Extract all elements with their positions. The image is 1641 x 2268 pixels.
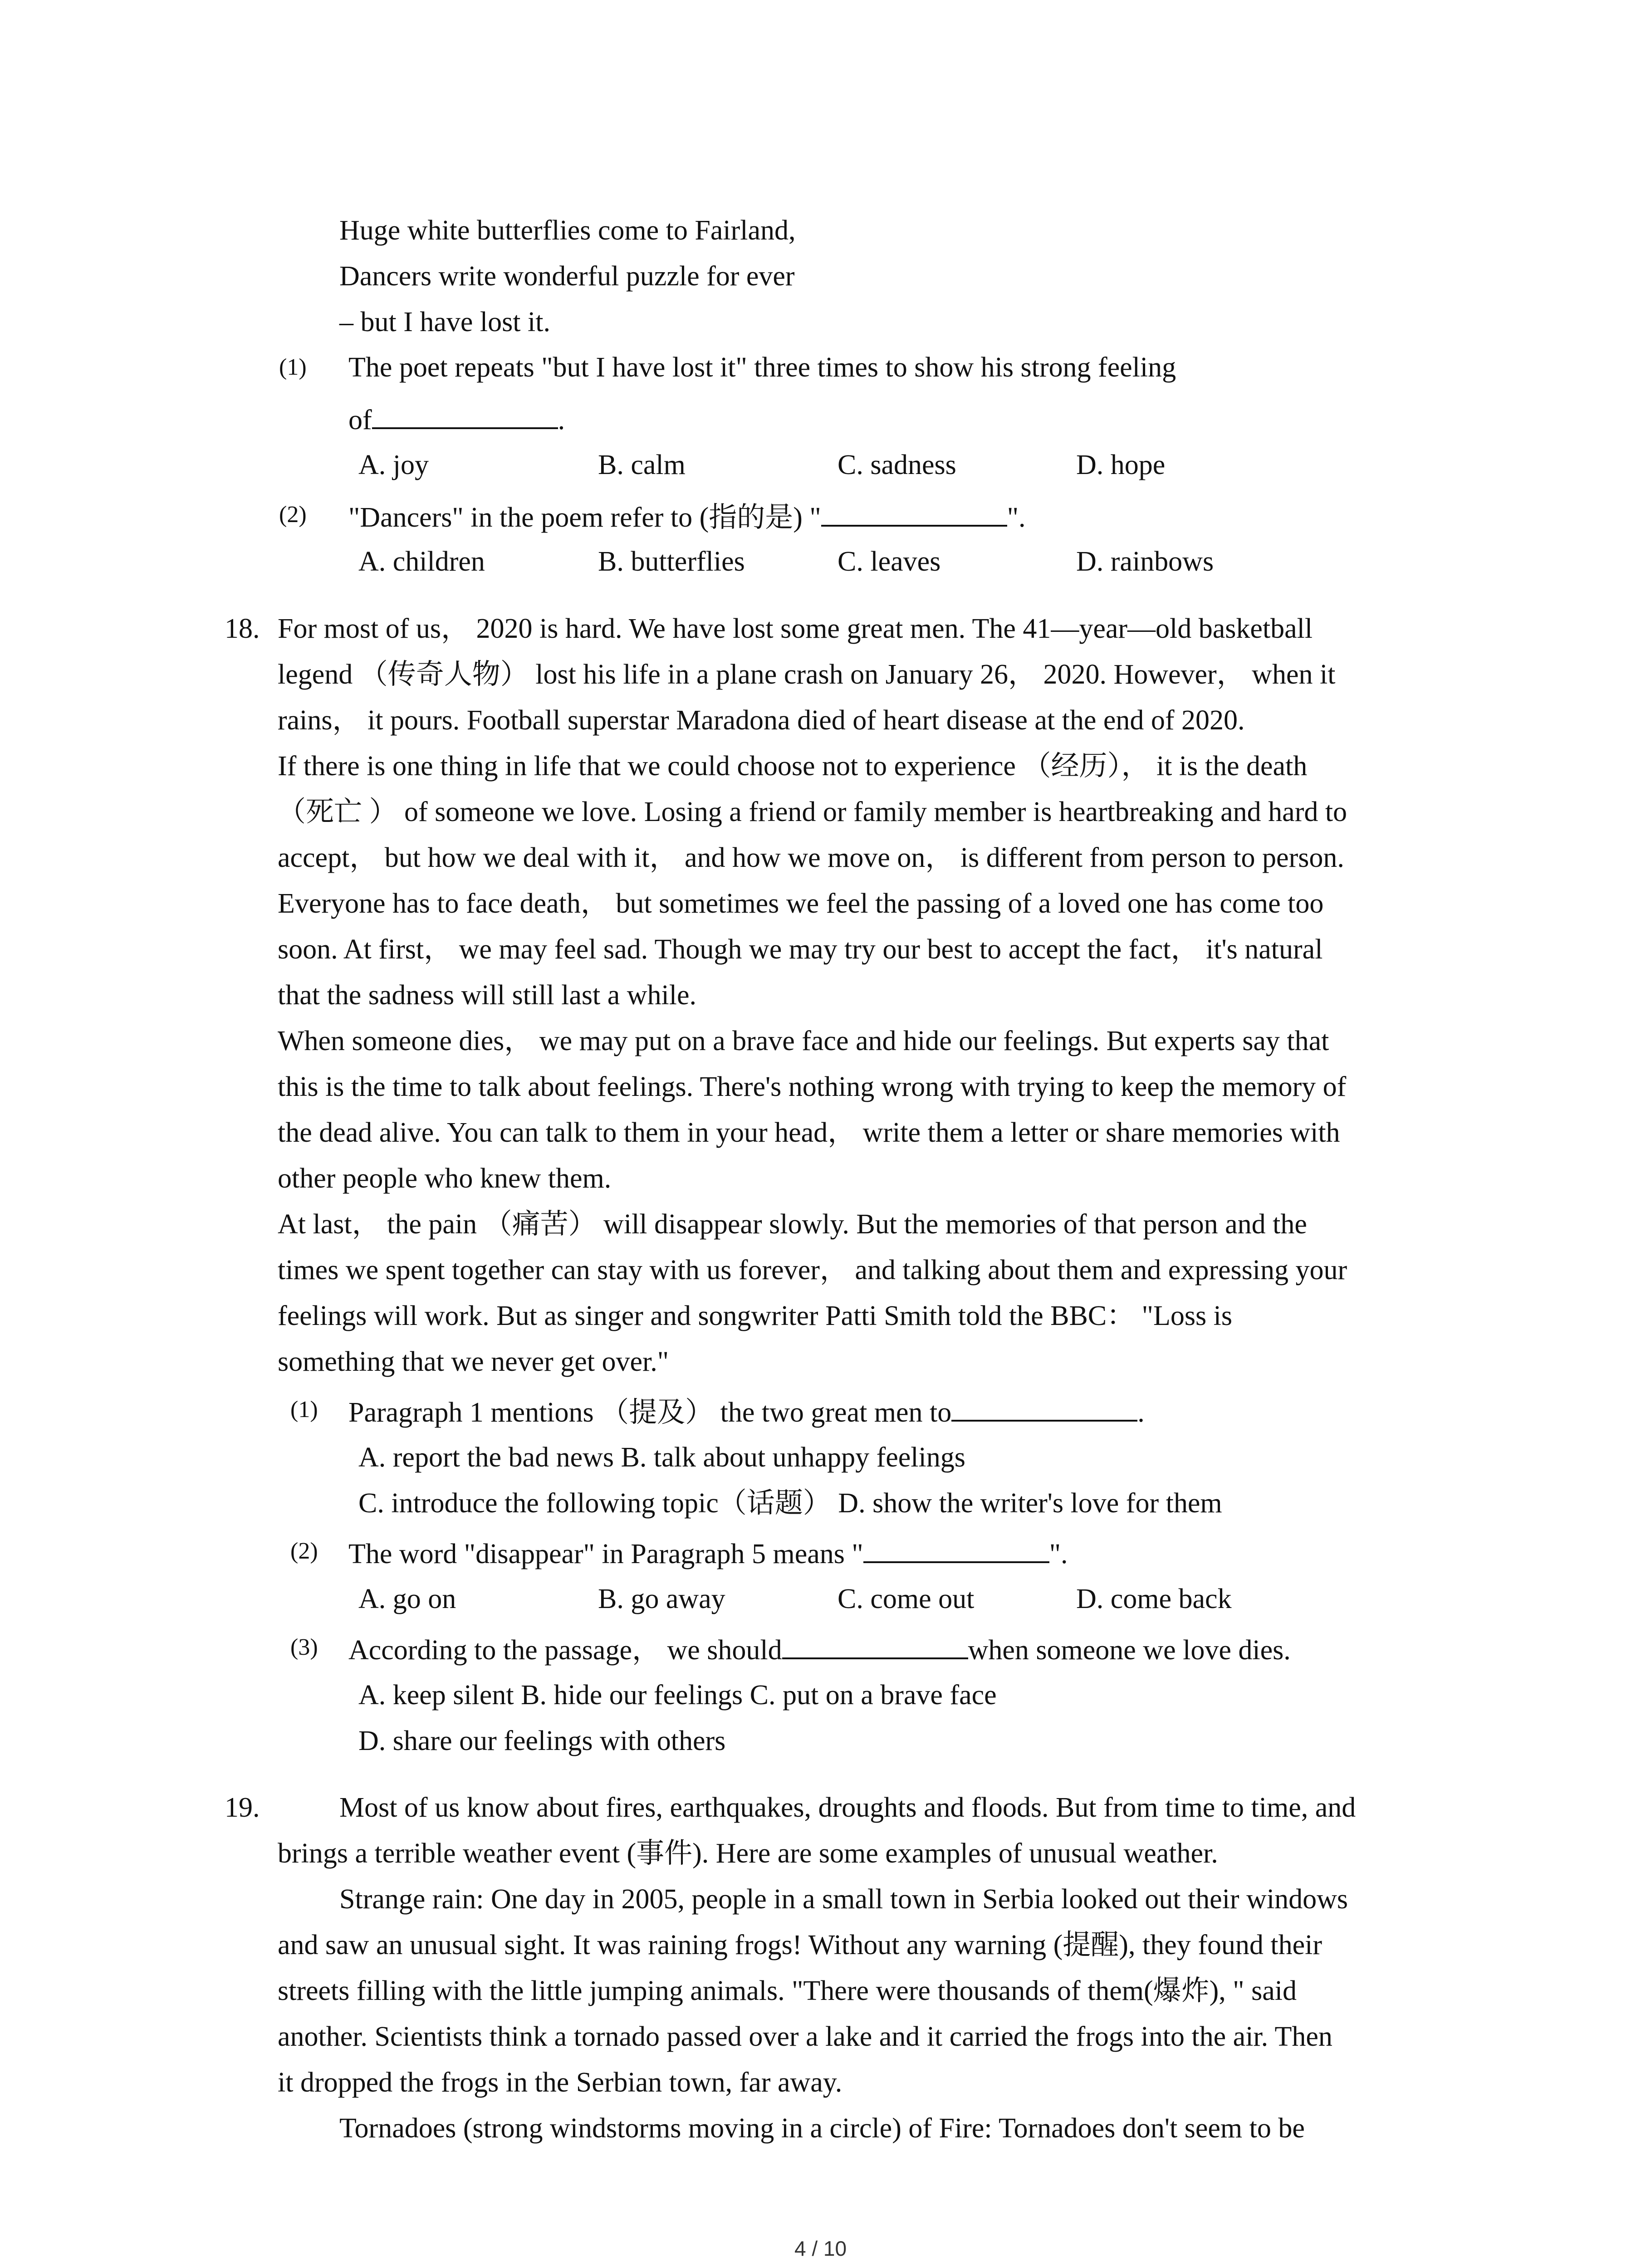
- q18-sub3-end: when someone we love dies.: [968, 1635, 1291, 1666]
- q17-sub1-period: .: [558, 405, 565, 435]
- q19-line: Tornadoes (strong windstorms moving in a circle) of Fire: Tornadoes don't seem to be: [339, 2113, 1305, 2144]
- q18-line: （死亡 ） of someone we love. Losing a friend or family member is heartbreaking and hard to: [278, 797, 1347, 827]
- q17-sub2-option-d[interactable]: D. rainbows: [1076, 546, 1214, 577]
- q18-sub2-option-b[interactable]: B. go away: [598, 1584, 725, 1614]
- poem-line-1: Huge white butterflies come to Fairland,: [339, 215, 796, 246]
- q18-sub2-question: [348, 1535, 1068, 1572]
- q18-line: If there is one thing in life that we could choose not to experience （经历）， it is the death: [278, 751, 1308, 782]
- q19-number: 19.: [225, 1792, 260, 1823]
- q18-sub3-options-line1[interactable]: A. keep silent B. hide our feelings C. put on a brave face: [358, 1680, 997, 1711]
- q18-line: feelings will work. But as singer and songwriter Patti Smith told the BBC： "Loss is: [278, 1300, 1232, 1331]
- q18-line: the dead alive. You can talk to them in your head， write them a letter or share memories with: [278, 1117, 1340, 1148]
- q18-line: something that we never get over.": [278, 1346, 669, 1377]
- answer-blank[interactable]: [782, 1631, 968, 1659]
- q17-sub1-number: (1): [279, 354, 307, 380]
- q18-sub1-options-line1[interactable]: A. report the bad news B. talk about unhappy feelings: [358, 1442, 965, 1473]
- q18-number: 18.: [225, 613, 260, 644]
- q18-sub2-option-d[interactable]: D. come back: [1076, 1584, 1232, 1614]
- q19-line: brings a terrible weather event (事件). Here are some examples of unusual weather.: [278, 1838, 1218, 1869]
- q18-line: For most of us， 2020 is hard. We have lost some great men. The 41—year—old basketball: [278, 613, 1313, 644]
- q18-line: times we spent together can stay with us forever， and talking about them and expressing your: [278, 1255, 1347, 1286]
- q18-line: that the sadness will still last a while.: [278, 980, 696, 1011]
- q18-line: rains， it pours. Football superstar Maradona died of heart disease at the end of 2020.: [278, 705, 1245, 736]
- q18-sub3-question: [348, 1631, 1291, 1668]
- q17-sub1-option-b[interactable]: B. calm: [598, 450, 686, 480]
- q17-sub2-option-b[interactable]: B. butterflies: [598, 546, 745, 577]
- q17-sub1-of: of: [348, 405, 372, 435]
- answer-blank[interactable]: [821, 499, 1007, 527]
- q18-sub2-option-c[interactable]: C. come out: [838, 1584, 975, 1614]
- q18-line: other people who knew them.: [278, 1163, 612, 1194]
- answer-blank[interactable]: [951, 1393, 1137, 1422]
- q18-sub3-text: According to the passage， we should: [348, 1635, 782, 1666]
- q17-sub2-text: "Dancers" in the poem refer to (指的是) ": [348, 502, 821, 533]
- q19-line: Most of us know about fires, earthquakes, droughts and floods. But from time to time, and: [339, 1792, 1356, 1823]
- q18-sub1-question: [348, 1393, 1145, 1431]
- q17-sub1-question-cont: [348, 401, 565, 438]
- q18-sub2-number: (2): [290, 1538, 318, 1564]
- answer-blank[interactable]: [863, 1535, 1049, 1563]
- q18-line: accept， but how we deal with it， and how we move on， is different from person to person.: [278, 842, 1344, 873]
- q19-line: streets filling with the little jumping animals. "There were thousands of them(爆炸), " said: [278, 1975, 1297, 2006]
- q17-sub1-option-d[interactable]: D. hope: [1076, 450, 1166, 480]
- q19-line: it dropped the frogs in the Serbian town, far away.: [278, 2067, 843, 2098]
- q18-sub1-number: (1): [290, 1397, 318, 1422]
- page-number: 4 / 10: [794, 2237, 847, 2260]
- q17-sub1-question: The poet repeats "but I have lost it" three times to show his strong feeling: [348, 352, 1176, 383]
- q18-sub1-text: Paragraph 1 mentions （提及） the two great men to: [348, 1397, 952, 1428]
- q18-sub1-end: .: [1137, 1397, 1145, 1428]
- q18-sub2-text: The word "disappear" in Paragraph 5 means ": [348, 1539, 863, 1569]
- q18-sub2-end: ".: [1049, 1539, 1068, 1569]
- q17-sub1-option-a[interactable]: A. joy: [358, 450, 429, 480]
- q17-sub2-number: (2): [279, 502, 307, 528]
- answer-blank[interactable]: [372, 401, 558, 429]
- q17-sub2-option-c[interactable]: C. leaves: [838, 546, 941, 577]
- q17-sub1-option-c[interactable]: C. sadness: [838, 450, 956, 480]
- q18-line: Everyone has to face death， but sometimes we feel the passing of a loved one has come too: [278, 888, 1324, 919]
- q18-line: At last， the pain （痛苦） will disappear slowly. But the memories of that person and the: [278, 1209, 1307, 1240]
- q18-sub1-options-line2[interactable]: C. introduce the following topic（话题） D. show the writer's love for them: [358, 1488, 1222, 1519]
- q18-line: soon. At first， we may feel sad. Though we may try our best to accept the fact， it's natural: [278, 934, 1323, 965]
- q19-line: another. Scientists think a tornado passed over a lake and it carried the frogs into the air. Then: [278, 2021, 1332, 2052]
- q18-line: this is the time to talk about feelings. There's nothing wrong with trying to keep the memory of: [278, 1071, 1347, 1102]
- q17-sub2-option-a[interactable]: A. children: [358, 546, 485, 577]
- q17-sub2-question: [348, 499, 1026, 536]
- poem-line-2: Dancers write wonderful puzzle for ever: [339, 261, 795, 292]
- q18-sub3-options-line2[interactable]: D. share our feelings with others: [358, 1725, 726, 1756]
- q18-line: legend （传奇人物） lost his life in a plane crash on January 26， 2020. However， when it: [278, 659, 1336, 690]
- poem-line-3: – but I have lost it.: [339, 307, 550, 337]
- q18-sub2-option-a[interactable]: A. go on: [358, 1584, 456, 1614]
- q18-sub3-number: (3): [290, 1634, 318, 1660]
- q17-sub2-end: ".: [1007, 502, 1026, 533]
- q19-line: and saw an unusual sight. It was raining frogs! Without any warning (提醒), they found their: [278, 1930, 1322, 1960]
- q19-line: Strange rain: One day in 2005, people in a small town in Serbia looked out their windows: [339, 1884, 1348, 1915]
- q18-line: When someone dies， we may put on a brave face and hide our feelings. But experts say that: [278, 1026, 1329, 1056]
